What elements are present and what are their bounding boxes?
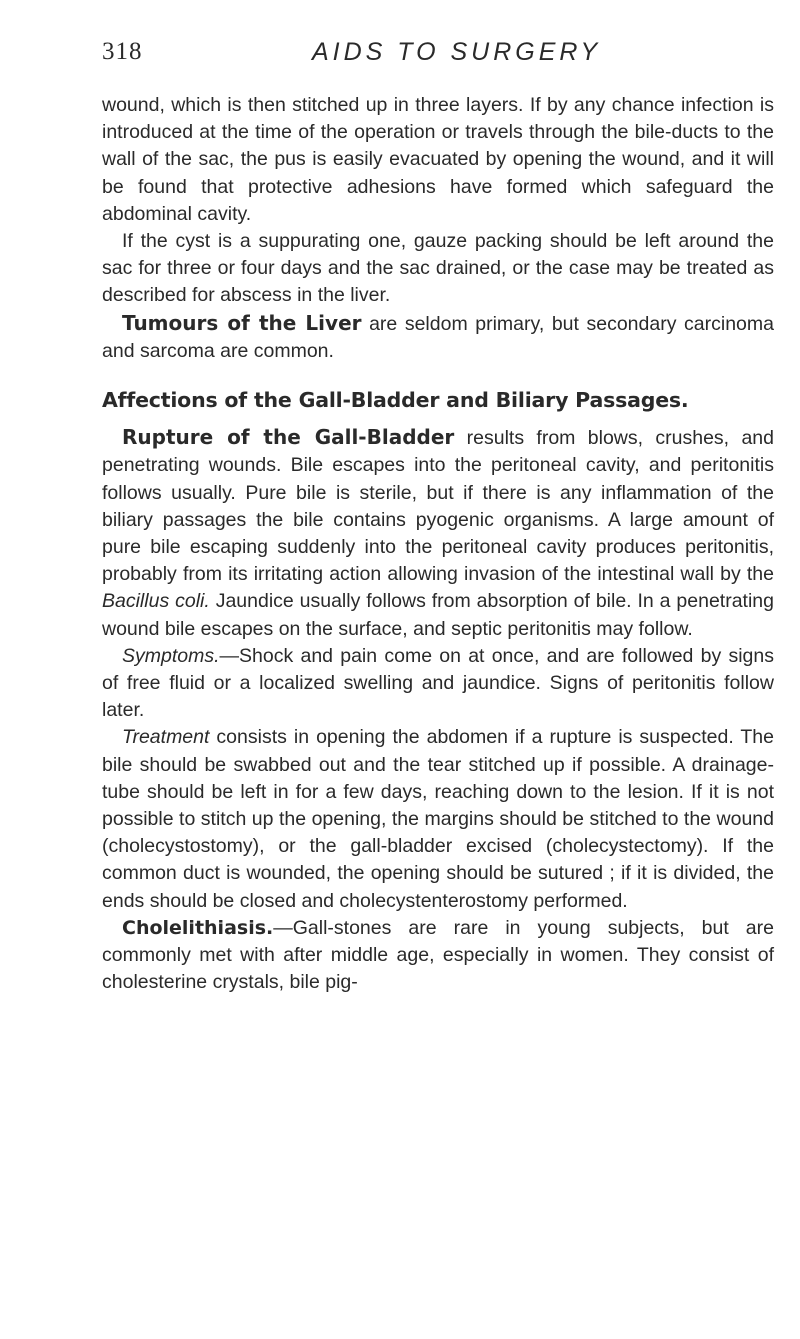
term-treatment: Treatment [122,726,210,749]
paragraph-wound-closure: wound, which is then stitched up in three layers. If by any chance infection is introduced at the time of the operation or travels through the bile-ducts to the wall of the sac, the pus is easily evacuated by opening the wound, and it will be found that protective adhesions have formed which safeguard the abdominal cavity. [102,94,774,225]
paragraph-cholelithiasis-text: —Gall-stones are rare in young subjects, but are commonly met with after middle age, especially in women. They consist of cholesterine crystals, bile pig- [102,916,774,994]
book-page [102,38,774,997]
paragraph-gall-bladder-rupture [102,424,774,643]
paragraph-treatment-text: consists in opening the abdomen if a rupture is suspected. The bile should be swabbed out and the tear stitched up if possible. A drainage-tube should be left in for a few days, reaching down to the lesion. If it is not possible to stitch up the opening, the margins should be stitched to the wound (cholecystostomy), or the gall-bladder excised (cholecystectomy). If the common duct is wounded, the opening should be sutured ; if it is divided, the ends should be closed and cholecystenterostomy performed. [102,726,774,912]
body-text [102,92,774,997]
paragraph-liver-tumours-text: are seldom primary, but secondary carcinoma and sarcoma are common. [102,312,774,362]
paragraph-symptoms [102,643,774,725]
running-head [102,38,774,82]
paragraph-treatment [102,724,774,914]
term-cholelithiasis: Cholelithiasis. [122,916,274,939]
term-rupture-of-gall-bladder: Rupture of the Gall-Bladder [122,425,455,450]
paragraph-liver-tumours [102,310,774,365]
section-heading: Affections of the Gall-Bladder and Biliary Passages. [102,388,689,413]
paragraph-symptoms-text: —Shock and pain come on at once, and are followed by signs of free fluid or a localized swelling and jaundice. Signs of peritonitis follow later. [102,644,774,722]
paragraph-suppurating-cyst: If the cyst is a suppurating one, gauze packing should be left around the sac for three or four days and the sac drained, or the case may be treated as described for abscess in the liver. [102,230,774,307]
term-symptoms: Symptoms. [122,644,220,667]
running-title: AIDS TO SURGERY [312,38,602,66]
paragraph-rupture-text-a: results from blows, crushes, and penetrating wounds. Bile escapes into the peritoneal cavity, and peritonitis follows usually. Pure bile is sterile, but if there is any inflammation of the biliary passages the bile contains pyogenic organisms. A large amount of pure bile escaping suddenly into the peritoneal cavity produces peritonitis, probably from its irritating action allowing invasion of the intestinal wall by the [102,427,774,586]
term-bacillus-coli: Bacillus coli. [102,590,210,613]
term-tumours-of-liver: Tumours of the Liver [122,310,362,335]
page-number: 318 [102,38,143,65]
paragraph-cholelithiasis [102,915,774,997]
paragraph-rupture-text-b: Jaundice usually follows from absorption of bile. In a penetrating wound bile escapes on the surface, and septic peritonitis may follow. [102,590,774,640]
